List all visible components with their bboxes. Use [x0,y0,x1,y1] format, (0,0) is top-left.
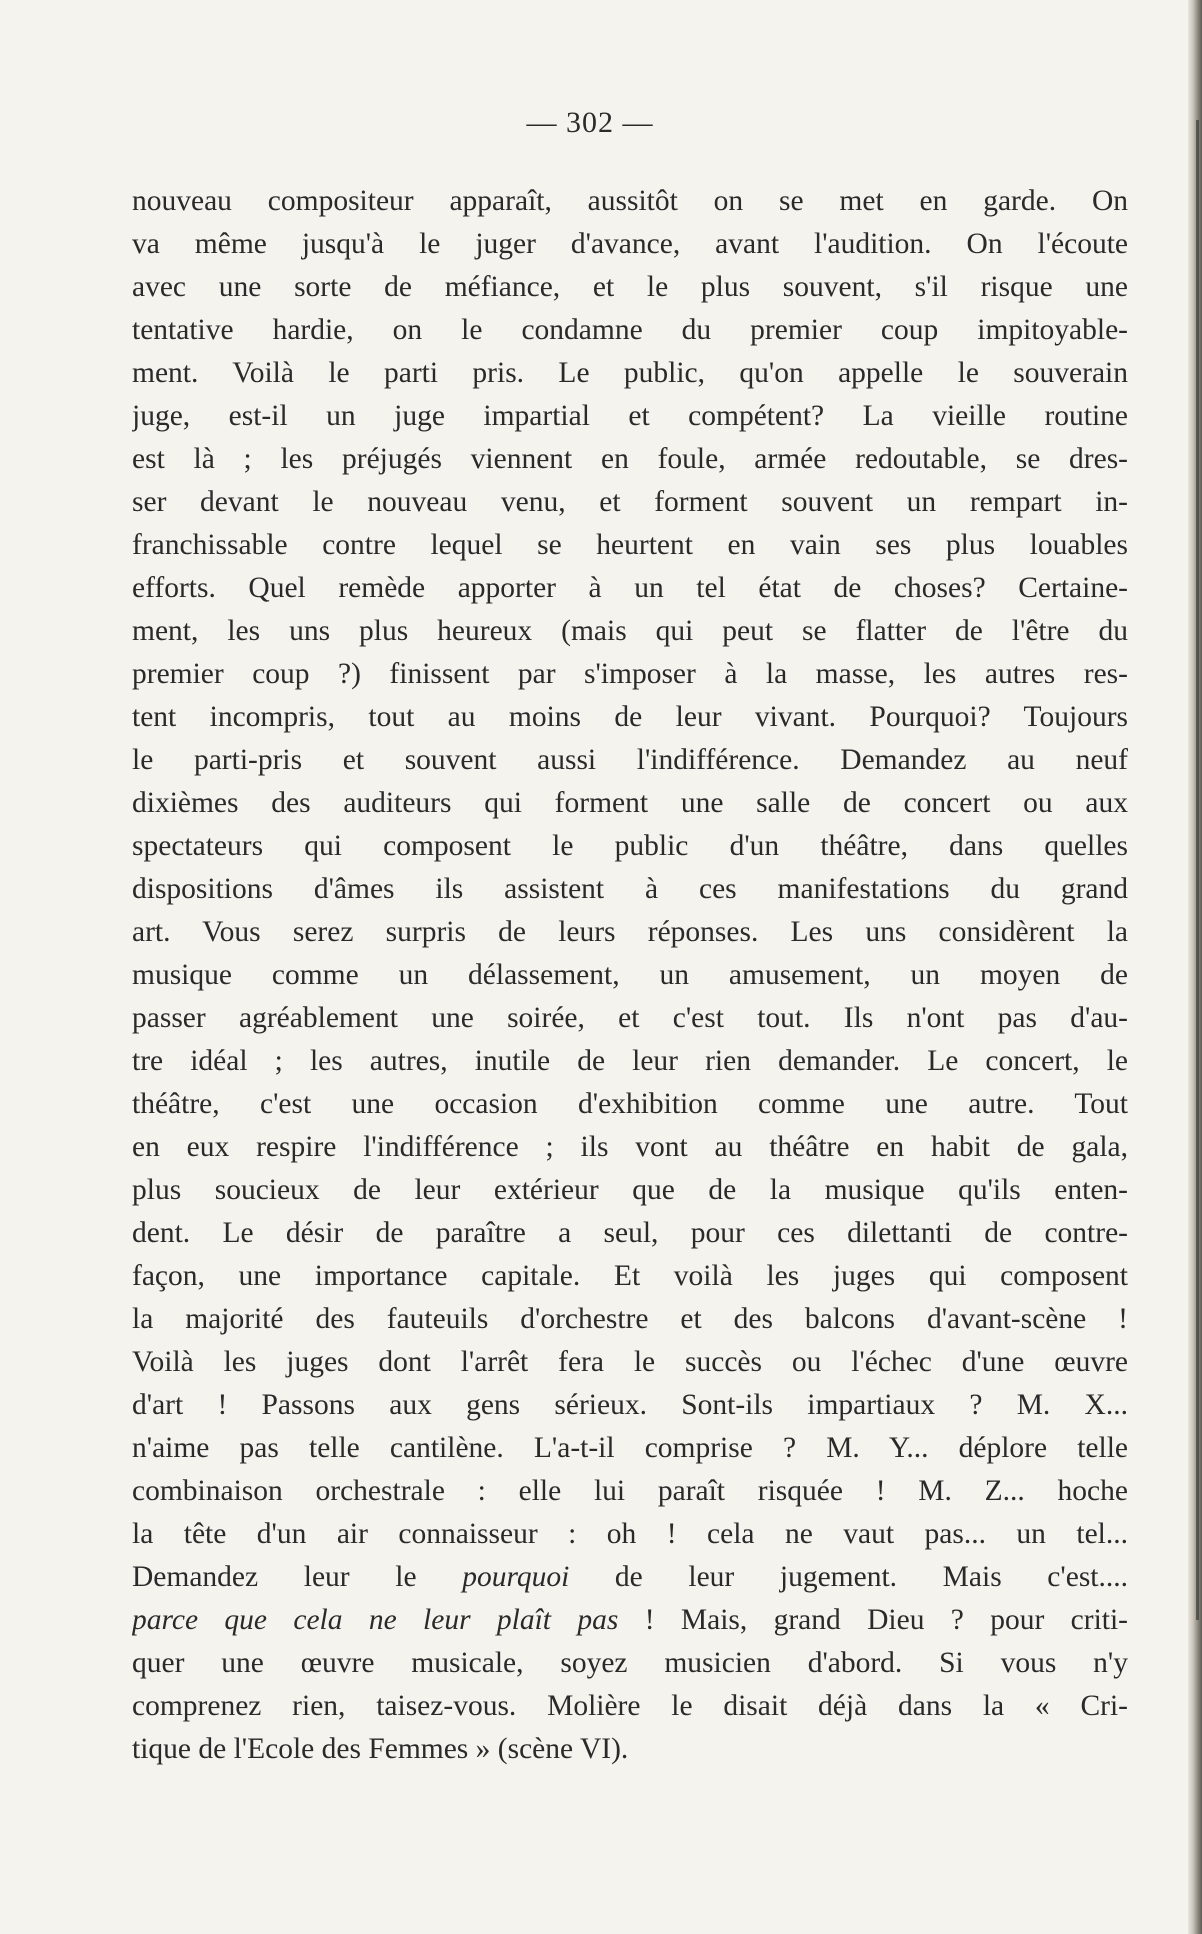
text-line-28: Voilà les juges dont l'arrêt fera le succès ou l'échec d'une œuvre [132,1346,1128,1378]
text-line-27: la majorité des fauteuils d'orchestre et des balcons d'avant-scène ! [132,1303,1128,1335]
text-line-11: ment, les uns plus heureux (mais qui peut se flatter de l'être du [132,615,1128,647]
text-line-23: en eux respire l'indifférence ; ils vont au théâtre en habit de gala, [132,1131,1128,1163]
text-line-21: tre idéal ; les autres, inutile de leur rien demander. Le concert, le [132,1045,1128,1077]
text-line-12: premier coup ?) finissent par s'imposer à la masse, les autres res- [132,658,1128,690]
text-line-2: va même jusqu'à le juger d'avance, avant l'audition. On l'écoute [132,228,1128,260]
text-line-34 [132,1599,1128,1642]
page-edge-shadow [1188,0,1202,1934]
text-line-18: art. Vous serez surpris de leurs réponses. Les uns considèrent la [132,916,1128,948]
text-line-9: franchissable contre lequel se heurtent en vain ses plus louables [132,529,1128,561]
text-line-33-after: de leur jugement. Mais c'est.... [569,1561,1128,1593]
text-line-10: efforts. Quel remède apporter à un tel état de choses? Certaine- [132,572,1128,604]
italic-parce-que: parce que cela ne leur plaît pas [132,1604,619,1636]
binding-edge [1196,120,1199,1620]
text-line-36: comprenez rien, taisez-vous. Molière le disait déjà dans la « Cri- [132,1690,1128,1722]
text-line-13: tent incompris, tout au moins de leur vivant. Pourquoi? Toujours [132,701,1128,733]
text-line-32: la tête d'un air connaisseur : oh ! cela ne vaut pas... un tel... [132,1518,1128,1550]
text-line-34-after: ! Mais, grand Dieu ? pour criti- [618,1604,1128,1636]
italic-pourquoi: pourquoi [462,1561,570,1593]
text-line-15: dixièmes des auditeurs qui forment une salle de concert ou aux [132,787,1128,819]
text-line-8: ser devant le nouveau venu, et forment souvent un rempart in- [132,486,1128,518]
text-line-14: le parti-pris et souvent aussi l'indifférence. Demandez au neuf [132,744,1128,776]
text-line-25: dent. Le désir de paraître a seul, pour ces dilettanti de contre- [132,1217,1128,1249]
text-line-19: musique comme un délassement, un amusement, un moyen de [132,959,1128,991]
text-line-4: tentative hardie, on le condamne du premier coup impitoyable- [132,314,1128,346]
text-line-20: passer agréablement une soirée, et c'est tout. Ils n'ont pas d'au- [132,1002,1128,1034]
text-line-33-before: Demandez leur le [132,1561,463,1593]
text-line-6: juge, est-il un juge impartial et compétent? La vieille routine [132,400,1128,432]
text-line-24: plus soucieux de leur extérieur que de la musique qu'ils enten- [132,1174,1128,1206]
text-line-1: nouveau compositeur apparaît, aussitôt on se met en garde. On [132,185,1128,217]
text-line-17: dispositions d'âmes ils assistent à ces manifestations du grand [132,873,1128,905]
text-line-30: n'aime pas telle cantilène. L'a-t-il comprise ? M. Y... déplore telle [132,1432,1128,1464]
text-line-35: quer une œuvre musicale, soyez musicien d'abord. Si vous n'y [132,1647,1128,1679]
page-number: — 302 — [526,106,654,139]
text-line-22: théâtre, c'est une occasion d'exhibition comme une autre. Tout [132,1088,1128,1120]
text-line-31: combinaison orchestrale : elle lui paraît risquée ! M. Z... hoche [132,1475,1128,1507]
text-line-26: façon, une importance capitale. Et voilà les juges qui composent [132,1260,1128,1292]
text-line-37: tique de l'Ecole des Femmes » (scène VI). [132,1733,629,1765]
text-line-16: spectateurs qui composent le public d'un théâtre, dans quelles [132,830,1128,862]
text-line-7: est là ; les préjugés viennent en foule, armée redoutable, se dres- [132,443,1128,475]
body-text [132,180,1128,1771]
text-line-3: avec une sorte de méfiance, et le plus souvent, s'il risque une [132,271,1128,303]
text-line-29: d'art ! Passons aux gens sérieux. Sont-ils impartiaux ? M. X... [132,1389,1128,1421]
text-line-5: ment. Voilà le parti pris. Le public, qu'on appelle le souverain [132,357,1128,389]
text-line-33 [132,1556,1128,1599]
